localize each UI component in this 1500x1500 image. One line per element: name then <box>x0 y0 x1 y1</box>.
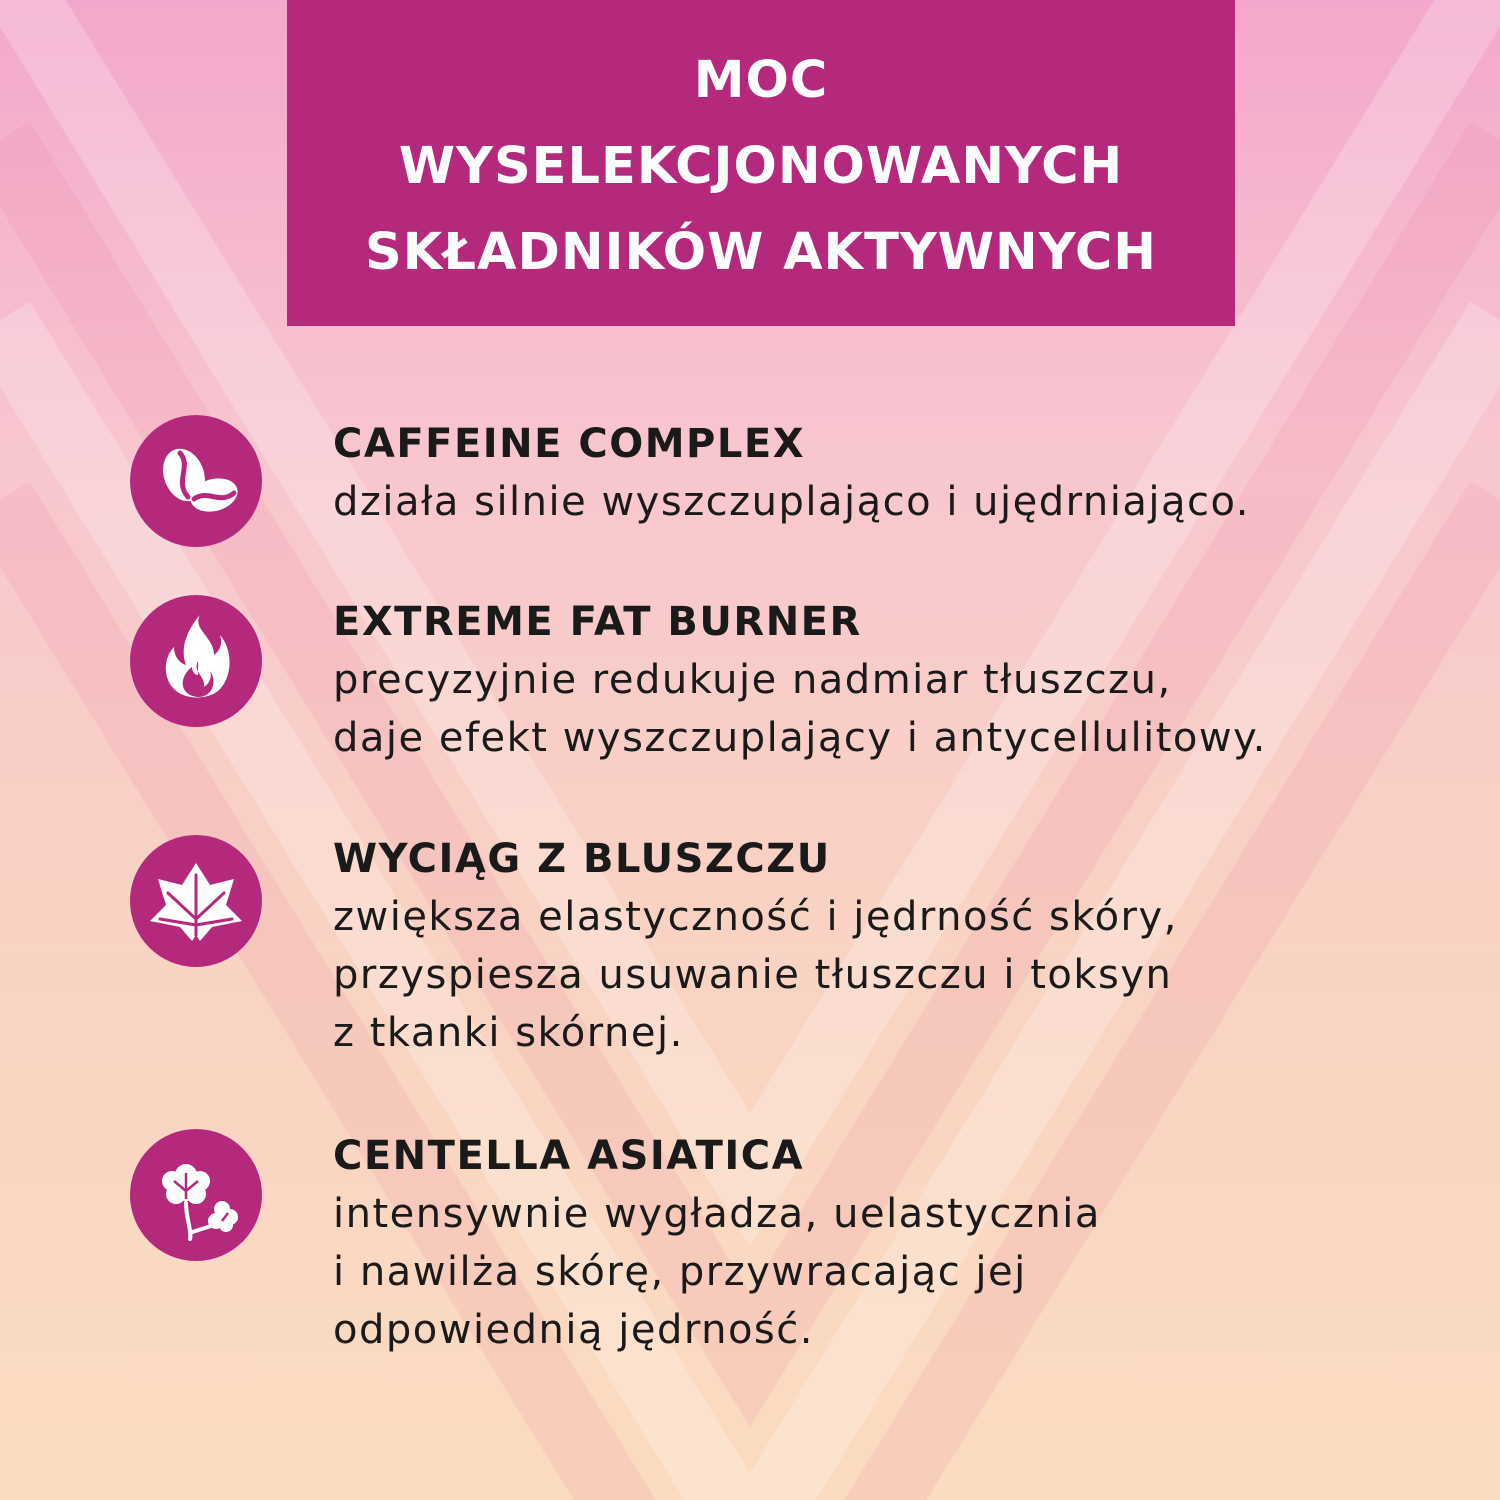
centella-leaf-icon <box>130 1129 262 1261</box>
ivy-leaf-icon <box>130 835 262 967</box>
coffee-bean-icon <box>130 415 262 547</box>
header-line: WYSELEKCJONOWANYCH <box>398 137 1124 196</box>
header-banner <box>287 0 1235 326</box>
ingredient-description: odpowiednią jędrność. <box>333 1307 814 1353</box>
ingredient-title: CENTELLA ASIATICA <box>333 1133 805 1179</box>
ingredient-description: przyspiesza usuwanie tłuszczu i toksyn <box>333 952 1173 998</box>
ingredient-description: i nawilża skórę, przywracając jej <box>333 1249 1027 1295</box>
ingredient-description: działa silnie wyszczuplająco i ujędrniająco. <box>333 479 1250 525</box>
ingredient-description: intensywnie wygładza, uelastycznia <box>333 1191 1101 1237</box>
ingredient-description: precyzyjnie redukuje nadmiar tłuszczu, <box>333 657 1172 703</box>
ingredient-title: WYCIĄG Z BLUSZCZU <box>333 836 831 882</box>
ingredient-title: CAFFEINE COMPLEX <box>333 421 806 467</box>
ingredient-description: zwiększa elastyczność i jędrność skóry, <box>333 894 1178 940</box>
ingredient-title: EXTREME FAT BURNER <box>333 599 862 645</box>
ingredient-description: z tkanki skórnej. <box>333 1010 684 1056</box>
header-line: MOC <box>693 51 829 110</box>
header-line: SKŁADNIKÓW AKTYWNYCH <box>365 223 1157 282</box>
flame-icon <box>130 595 262 727</box>
ingredient-description: daje efekt wyszczuplający i antycellulitowy. <box>333 715 1267 761</box>
